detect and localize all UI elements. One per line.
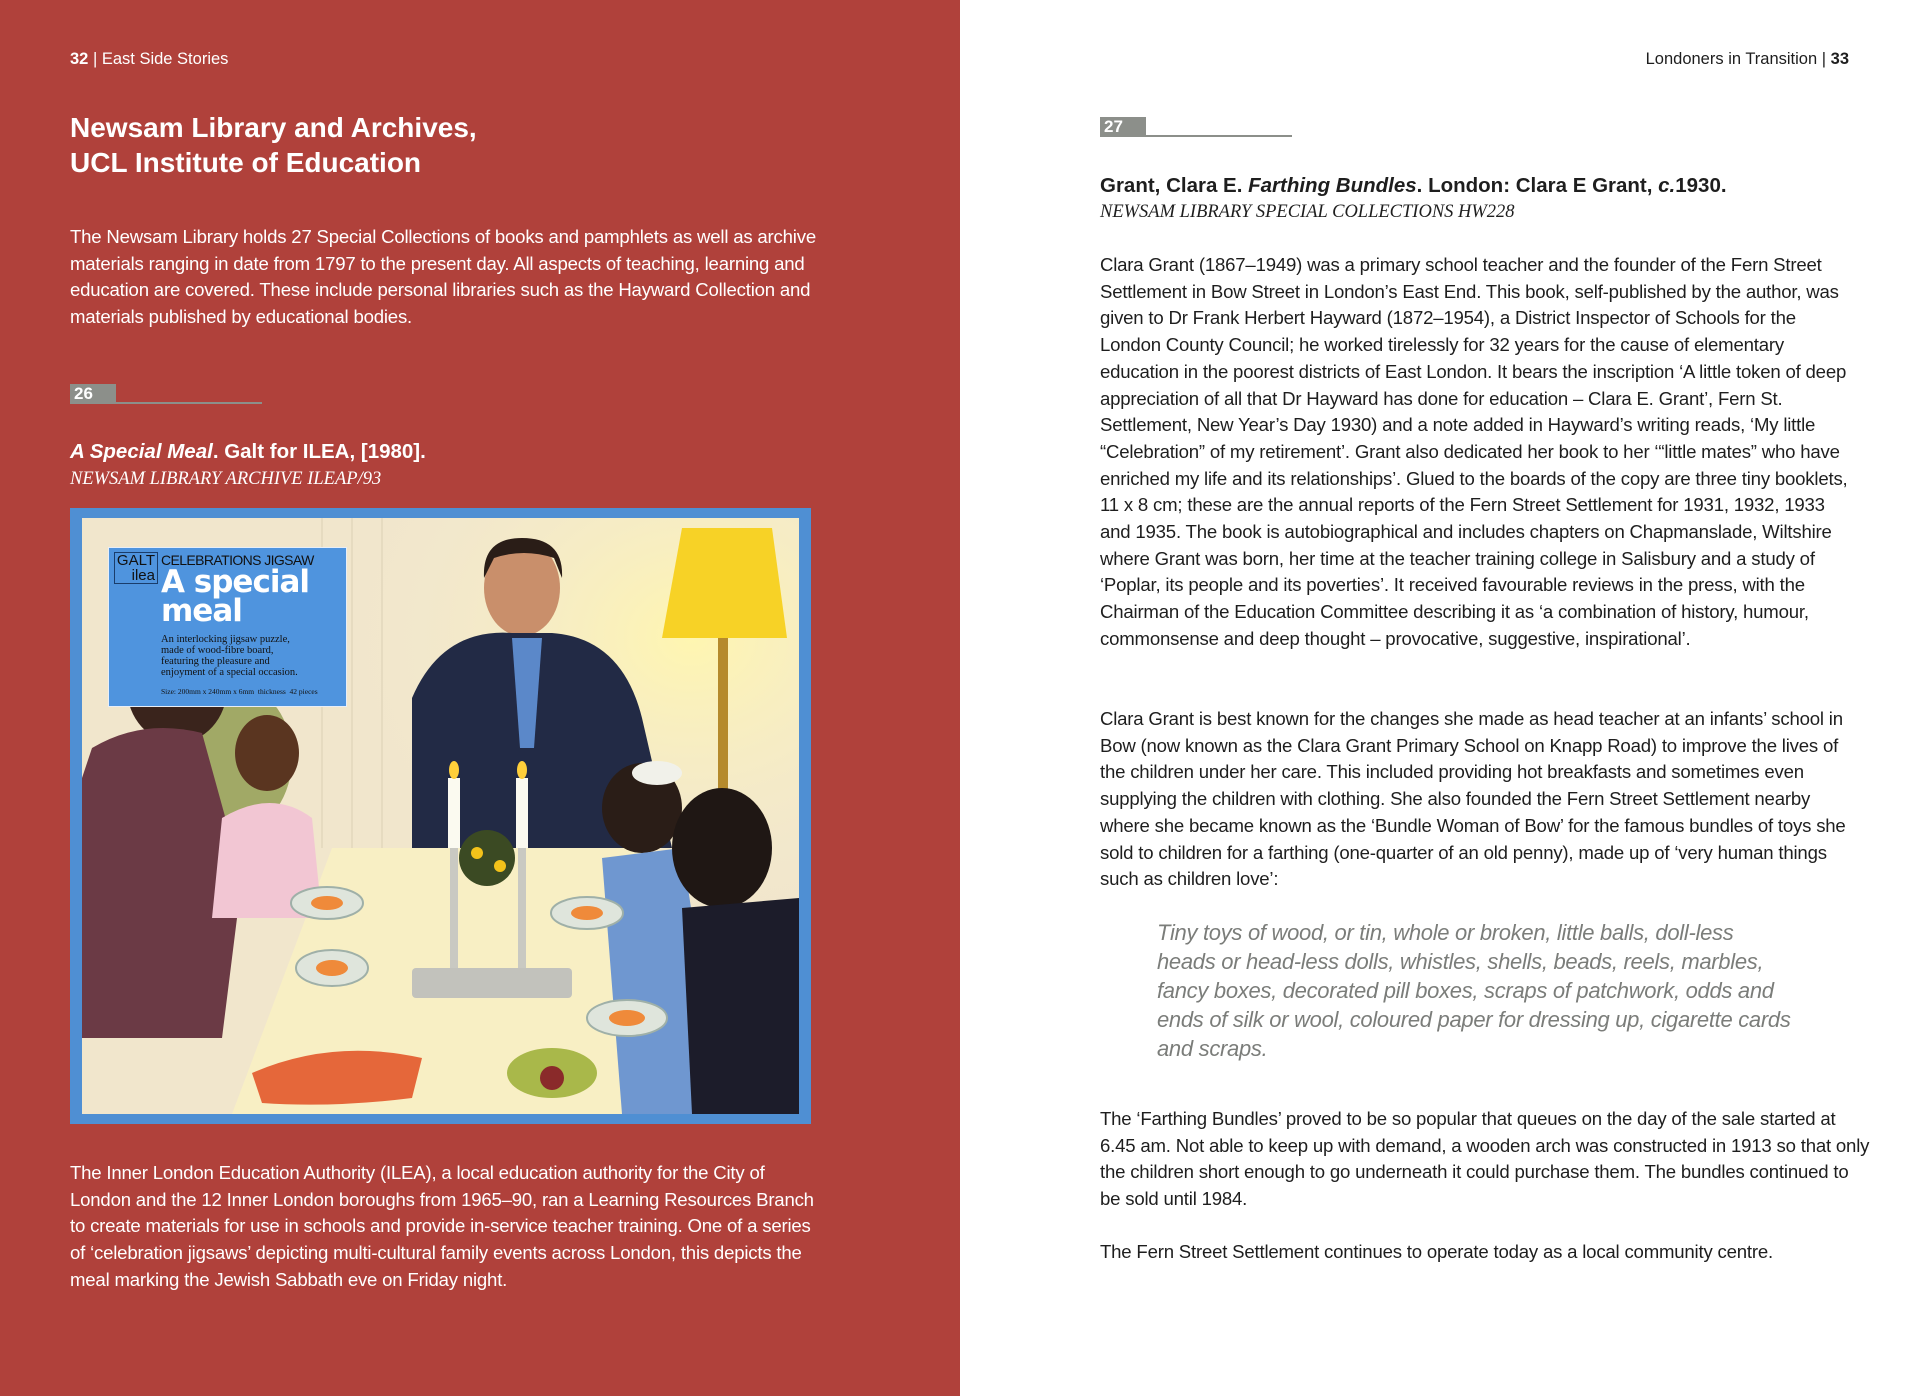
headline-line: meal — [161, 593, 242, 629]
item-title-part: 1930. — [1675, 174, 1727, 197]
body-paragraph: Clara Grant (1867–1949) was a primary school teacher and the founder of the Fern Street Settlement in Bow Street in London’s East End. This book, self-published by the author, was given to Dr Frank Herbert Hayward (1872–1954), a District Inspector of Schools for the London County Council; he worked tirelessly for 32 years for the cause of elementary education in the poorest districts of East London. It bears the inscription ‘A little token of deep appreciation of all that Dr Hayward has done for education – Clara E. Grant’, Fern St. Settlement, New Year’s Day 1930) and a note added in Hayward’s writing reads, ‘My little “Celebration” of my retirement’. Grant also dedicated her book to her ‘“little mates” who have enriched my life and its relationships’. Glued to the boards of the copy are three tiny booklets, 11 x 8 cm; these are the annual reports of the Fern Street Settlement for 1931, 1932, 1933 and 1935. The book is autobiographical and includes chapters on Chapmanslade, Wiltshire where Grant was born, her time at the teacher training college in Salisbury and a study of ‘Poplar, its people and its poverties’. It received favourable reviews in the press, with the Chairman of the Education Committee describing it as ‘a combination of history, humour, commonsense and deep thought – provocative, suggestive, inspirational’. — [1100, 254, 1848, 649]
galt-logo-text: GALT — [116, 552, 155, 569]
body-paragraph: Clara Grant is best known for the changes she made as head teacher at an infants’ school in Bow (now known as the Clara Grant Primary School on Knapp Road) to improve the lives of the children under her care. This included providing hot breakfasts and sometimes even supplying the children with clothing. She also founded the Fern Street Settlement nearby where she became known as the ‘Bundle Woman of Bow’ for the famous bundles of toys she sold to children for a farthing (one-quarter of an old penny), made up of ‘very human things such as children love’: — [1100, 708, 1846, 890]
block-quote: Tiny toys of wood, or tin, whole or broken, little balls, doll-less heads or head-less dolls, whistles, shells, beads, reels, marbles, fancy boxes, decorated pill boxes, scraps of patchwork, odds and ends of silk or wool, coloured paper for dressing up, cigarette cards and scraps. — [1157, 920, 1791, 1061]
item-title-italic: A Special Meal — [70, 440, 213, 463]
item-title-part: Grant, Clara E. — [1100, 174, 1249, 197]
title-line: Newsam Library and Archives, — [70, 112, 477, 143]
jigsaw-box-image — [70, 508, 811, 1124]
jigsaw-box-label — [108, 547, 347, 707]
call-number: NEWSAM LIBRARY ARCHIVE ILEAP/93 — [70, 469, 382, 489]
item-title-part: . London: Clara E Grant, — [1416, 174, 1659, 197]
galt-ilea-logo — [114, 552, 158, 584]
running-head-title: Londoners in Transition — [1645, 50, 1818, 68]
item-title-italic: c. — [1658, 174, 1676, 197]
running-head-left — [70, 50, 228, 69]
ilea-logo-text: ilea — [131, 567, 155, 584]
item-title — [70, 440, 426, 464]
badge-rule — [1146, 135, 1292, 137]
page-number: 32 — [70, 50, 89, 68]
body-paragraph: The Fern Street Settlement continues to operate today as a local community centre. — [1100, 1241, 1773, 1262]
title-line: UCL Institute of Education — [70, 147, 422, 178]
separator: | — [1821, 50, 1827, 68]
badge-rule — [116, 402, 262, 404]
item-description: The Inner London Education Authority (ILEA), a local education authority for the City of London and the 12 Inner London boroughs from 1965–90, ran a Learning Resources Branch to create materials for use in schools and provide in-service teacher training. One of a series of ‘celebration jigsaws’ depicting multi-cultural family events across London, this depicts the meal marking the Jewish Sabbath eve on Friday night. — [70, 1162, 814, 1290]
intro-paragraph: The Newsam Library holds 27 Special Collections of books and pamphlets as well as archive materials ranging in date from 1797 to the present day. All aspects of teaching, learning and education are covered. These include personal libraries such as the Hayward Collection and materials published by educational bodies. — [70, 226, 816, 328]
body-paragraph: The ‘Farthing Bundles’ proved to be so popular that queues on the day of the sale started at 6.45 am. Not able to keep up with demand, a wooden arch was constructed in 1913 so that only the children short enough to go underneath it could purchase them. The bundles continued to be sold until 1984. — [1100, 1108, 1870, 1210]
photo — [82, 518, 799, 1114]
item-title-italic: Farthing Bundles — [1248, 174, 1417, 197]
box-size: Size: 200mm x 240mm x 6mm thickness 42 pieces — [161, 687, 318, 696]
box-headline — [161, 564, 309, 629]
page-title — [70, 110, 770, 180]
item-title-rest: . Galt for ILEA, [1980]. — [212, 440, 426, 463]
headline-line: A special — [161, 564, 309, 600]
separator: | — [92, 50, 98, 68]
series-label: CELEBRATIONS JIGSAW — [161, 552, 314, 568]
running-head-title: East Side Stories — [101, 50, 229, 68]
item-number-badge — [1100, 117, 1292, 137]
box-description: An interlocking jigsaw puzzle, made of wood-fibre board, featuring the pleasure and enjoyment of a special occasion. — [161, 634, 298, 678]
item-title — [1100, 174, 1727, 198]
right-page — [960, 0, 1920, 1396]
item-number: 26 — [70, 384, 116, 404]
item-number: 27 — [1100, 117, 1146, 137]
page-number: 33 — [1830, 50, 1849, 68]
item-number-badge — [70, 384, 262, 404]
call-number: NEWSAM LIBRARY SPECIAL COLLECTIONS HW228 — [1100, 202, 1515, 222]
running-head-right — [1646, 50, 1849, 69]
